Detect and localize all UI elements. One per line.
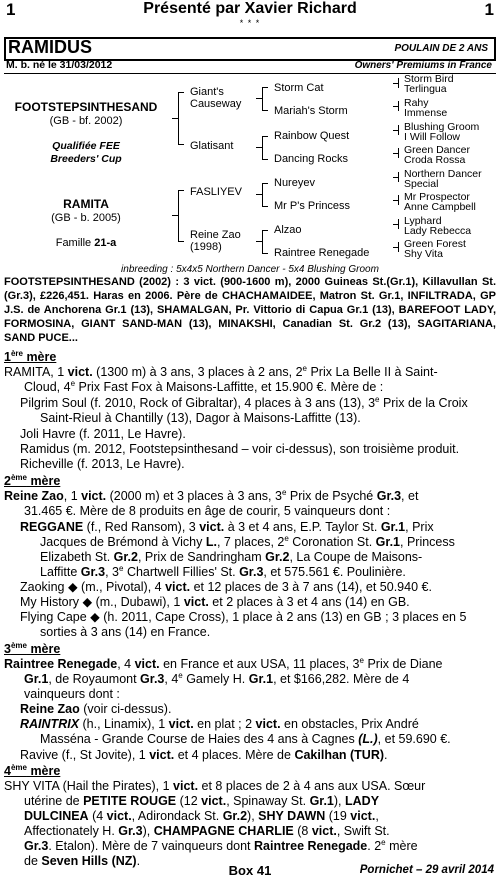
lot-number-right: 1 (484, 0, 494, 19)
gen4-name: Immense (404, 107, 448, 119)
birth-info: M. b. né le 31/03/2012 (6, 59, 113, 71)
famille-label: Famille (55, 237, 95, 249)
gen4-name: Green Dancer (404, 144, 470, 156)
dam-info: (GB - b. 2005) (51, 212, 121, 224)
bracket-g3-m (393, 177, 398, 178)
section-num: 2 (4, 474, 11, 488)
bracket-g3 (398, 172, 399, 182)
bracket-g2-1 (262, 87, 263, 110)
third-dam-record: Raintree Renegade, 4 vict. en France et aux USA, 11 places, 3e Prix de Diane Gr.1, de Royaumont Gr.3, 4e Gamely H. Gr.1, et $166,282. Mère de 4 vainqueurs dont : (4, 655, 443, 701)
gen4-name: Special (404, 178, 439, 190)
section-word: mère (26, 474, 61, 488)
bracket-dam (178, 190, 179, 241)
sire-qualification (0, 140, 172, 166)
bracket-g2-1a (262, 87, 268, 88)
bracket-g3 (398, 125, 399, 135)
first-dam-produce-2: Joli Havre (f. 2011, Le Havre). (20, 427, 186, 441)
bracket-g3-m (393, 247, 398, 248)
bracket-sire-mid (172, 118, 178, 119)
bracket-sire (178, 92, 179, 144)
gen2-giants-causeway (190, 86, 241, 110)
sire-info: (GB - bf. 2002) (49, 115, 123, 127)
section-third-dam (4, 642, 60, 656)
gen4-name: I Will Follow (404, 131, 461, 143)
gen4-group (404, 98, 447, 118)
gen4-group (404, 74, 454, 94)
gen4-name: Green Forest (404, 238, 466, 250)
first-dam-produce-3: Ramidus (m. 2012, Footstepsinthesand – voir ci-dessus), son troisième produit. (20, 442, 460, 456)
section-word: mère (22, 350, 57, 364)
gen3-alzao: Alzao (274, 224, 302, 236)
second-dam-produce-1: REGGANE (f., Red Ransom), 3 vict. à 3 et 4 ans, E.P. Taylor St. Gr.1, Prix Jacques de Brémond à Vichy L., 7 places, 2e Coronation St. Gr.1, Princess Elizabeth St. Gr.2, Prix de Sandringham Gr.2, La Coupe de Maisons- Laffitte Gr.3, 3e Chartwell Fillies' St. Gr.3, et 575.561 €. Poulinière. (20, 520, 455, 579)
dam-name: RAMITA (63, 197, 109, 211)
bracket-g2-3m (256, 194, 262, 195)
third-dam-produce-2: RAINTRIX (h., Linamix), 1 vict. en plat ; 2 vict. en obstacles, Prix André Masséna - Grande Course de Haies des 4 ans à Cagnes (L.), et 59.690 €. (20, 717, 451, 746)
presenter-title: Présenté par Xavier Richard (143, 0, 357, 17)
third-dam-produce-1: Reine Zao (voir ci-dessus). (20, 702, 172, 716)
bracket-g2-1b (262, 110, 268, 111)
bracket-g2-3a (262, 183, 268, 184)
section-fourth-dam (4, 764, 60, 778)
section-num: 1 (4, 350, 11, 364)
bracket-g2-2b (262, 159, 268, 160)
third-dam-produce-3: Ravive (f., St Jovite), 1 vict. et 4 places. Mère de Cakilhan (TUR). (20, 748, 388, 762)
sire-summary: FOOTSTEPSINTHESAND (2002) : 3 vict. (900-1600 m), 2000 Guineas St.(Gr.1), Killavullan St. (Gr.3), £226,451. Haras en 2006. Père de CHACHAMAIDEE, Matron St. Gr.1, INFILTRADA, GP J.S. de Anchorena Gr.1 (13), SHAMALGAN, Pr. Vittorio di Capua Gr.1 (13), BAREFOOT LADY, FORMOSINA, GIANT SAND-MAN (13), MINAKSHI, Canadian St. Gr.2 (13), SAGITARIANA, SAND PUCE... (4, 276, 496, 344)
bracket-g3-m (393, 153, 398, 154)
gen2-line: Reine Zao (190, 229, 241, 241)
bracket-g2-2a (262, 136, 268, 137)
section-word: mère (26, 642, 61, 656)
gen4-name: Anne Campbell (404, 201, 476, 213)
second-dam-produce-3: My History ◆ (m., Dubawi), 1 vict. et 2 places à 3 et 4 ans (14) en GB. (20, 595, 410, 609)
gen2-reine-zao (190, 229, 241, 253)
gen4-group (404, 169, 482, 189)
gen4-name: Northern Dancer (404, 168, 482, 180)
bracket-g2-1m (256, 98, 262, 99)
gen3-storm-cat: Storm Cat (274, 82, 324, 94)
horse-name: RAMIDUS (8, 37, 92, 57)
gen2-fasliyev: FASLIYEV (190, 186, 242, 198)
section-first-dam (4, 350, 56, 364)
owners-premiums: Owners' Premiums in France (354, 60, 492, 71)
bracket-g3 (398, 148, 399, 158)
family-number (0, 237, 172, 249)
sire-qualification-line1: Qualifiée FEE (52, 140, 120, 152)
bracket-g2-2 (262, 136, 263, 159)
second-dam-produce-2: Zaoking ◆ (m., Pivotal), 4 vict. et 12 places de 3 à 7 ans (14), et 50.940 €. (20, 580, 432, 594)
sire-qualification-line2: Breeders' Cup (50, 153, 122, 165)
bracket-g2-4b (262, 253, 268, 254)
sale-location-date: Pornichet – 29 avril 2014 (359, 864, 494, 876)
bracket-g3-m (393, 200, 398, 201)
first-dam-produce-1: Pilgrim Soul (f. 2010, Rock of Gibraltar), 4 places à 3 ans (13), 3e Prix de la Croix Saint-Rieul à Chantilly (13), Dagor à Maisons-Laffitte (13). (20, 394, 468, 425)
gen4-group (404, 216, 471, 236)
gen4-name: Rahy (404, 97, 429, 109)
gen4-group (404, 239, 466, 259)
horse-sex-age: POULAIN DE 2 ANS (394, 43, 488, 54)
first-dam-produce-4: Richeville (f. 2013, Le Havre). (20, 457, 185, 471)
famille-value: 21-a (94, 237, 117, 249)
bracket-sire-bottom (178, 144, 184, 145)
bracket-dam-mid (172, 215, 178, 216)
gen4-name: Mr Prospector (404, 191, 470, 203)
bracket-g2-2m (256, 147, 262, 148)
gen3-mr-ps-princess: Mr P's Princess (274, 200, 351, 212)
lot-number: 1 (6, 0, 16, 19)
gen4-group (404, 122, 479, 142)
bracket-g3-m (393, 83, 398, 84)
bracket-g2-4m (256, 241, 262, 242)
gen4-name: Lady Rebecca (404, 225, 472, 237)
section-sup: ère (10, 348, 23, 358)
gen3-nureyev: Nureyev (274, 177, 315, 189)
gen4-group (404, 192, 476, 212)
bracket-g3-m (393, 130, 398, 131)
bracket-g3 (398, 219, 399, 229)
sire-name: FOOTSTEPSINTHESAND (14, 100, 158, 114)
bracket-g3 (398, 78, 399, 88)
inbreeding-note: inbreeding : 5x4x5 Northern Dancer - 5x4 Blushing Groom (121, 264, 379, 275)
section-num: 3 (4, 642, 11, 656)
bracket-g2-3b (262, 206, 268, 207)
section-word: mère (26, 764, 61, 778)
second-dam-produce-4: Flying Cape ◆ (h. 2011, Cape Cross), 1 place à 2 ans (13) en GB ; 3 places en 5 sorties à 3 ans (14) en France. (20, 610, 467, 639)
bracket-dam-bottom (178, 241, 184, 242)
section-second-dam (4, 474, 60, 488)
gen2-glatisant: Glatisant (190, 140, 234, 152)
gen3-dancing-rocks: Dancing Rocks (274, 153, 348, 165)
second-dam-record: Reine Zao, 1 vict. (2000 m) et 3 places à 3 ans, 3e Prix de Psyché Gr.3, et 31.465 €. Mère de 8 produits en âge de courir, 5 vainqueurs dont : (4, 487, 419, 518)
bracket-g2-3 (262, 183, 263, 206)
gen4-name: Blushing Groom (404, 121, 480, 133)
gen4-name: Terlingua (404, 83, 447, 95)
gen3-rainbow-quest: Rainbow Quest (274, 130, 350, 142)
gen3-raintree-renegade: Raintree Renegade (274, 247, 370, 259)
gen4-name: Lyphard (404, 215, 442, 227)
gen2-line: Causeway (190, 98, 242, 110)
gen4-name: Shy Vita (404, 248, 443, 260)
section-sup: ème (10, 640, 27, 650)
gen4-name: Croda Rossa (404, 154, 466, 166)
gen4-name: Storm Bird (404, 73, 454, 85)
box-number: Box 41 (228, 863, 272, 878)
stars-divider: * * * (239, 18, 261, 28)
fourth-dam-record: SHY VITA (Hail the Pirates), 1 vict. et 8 places de 2 à 4 ans aux USA. Sœur utérine de PETITE ROUGE (12 vict., Spinaway St. Gr.1), LADY DULCINEA (4 vict., Adirondack St. Gr.2), SHY DAWN (19 vict., Affectionately H. Gr.3), CHAMPAGNE CHARLIE (8 vict., Swift St. Gr.3. Etalon). Mère de 7 vainqueurs dont Raintree Renegade. 2e mère de Seven Hills (NZ). (4, 779, 426, 868)
bracket-g3 (398, 101, 399, 111)
first-dam-record: RAMITA, 1 vict. (1300 m) à 3 ans, 3 places à 2 ans, 2e Prix La Belle II à Saint- Cloud, 4e Prix Fast Fox à Maisons-Laffitte, et 15.900 €. Mère de : (4, 363, 438, 394)
bracket-g2-4a (262, 230, 268, 231)
bracket-g2-4 (262, 230, 263, 253)
bracket-dam-top (178, 190, 184, 191)
section-sup: ème (10, 762, 27, 772)
bracket-sire-top (178, 92, 184, 93)
bracket-g3 (398, 195, 399, 205)
section-sup: ème (10, 472, 27, 482)
gen2-line: Giant's (190, 86, 224, 98)
section-num: 4 (4, 764, 11, 778)
gen3-mariahs-storm: Mariah's Storm (274, 105, 348, 117)
gen2-line: (1998) (190, 241, 222, 253)
gen4-group (404, 145, 470, 165)
bracket-g3-m (393, 106, 398, 107)
bracket-g3 (398, 242, 399, 252)
bracket-g3-m (393, 224, 398, 225)
